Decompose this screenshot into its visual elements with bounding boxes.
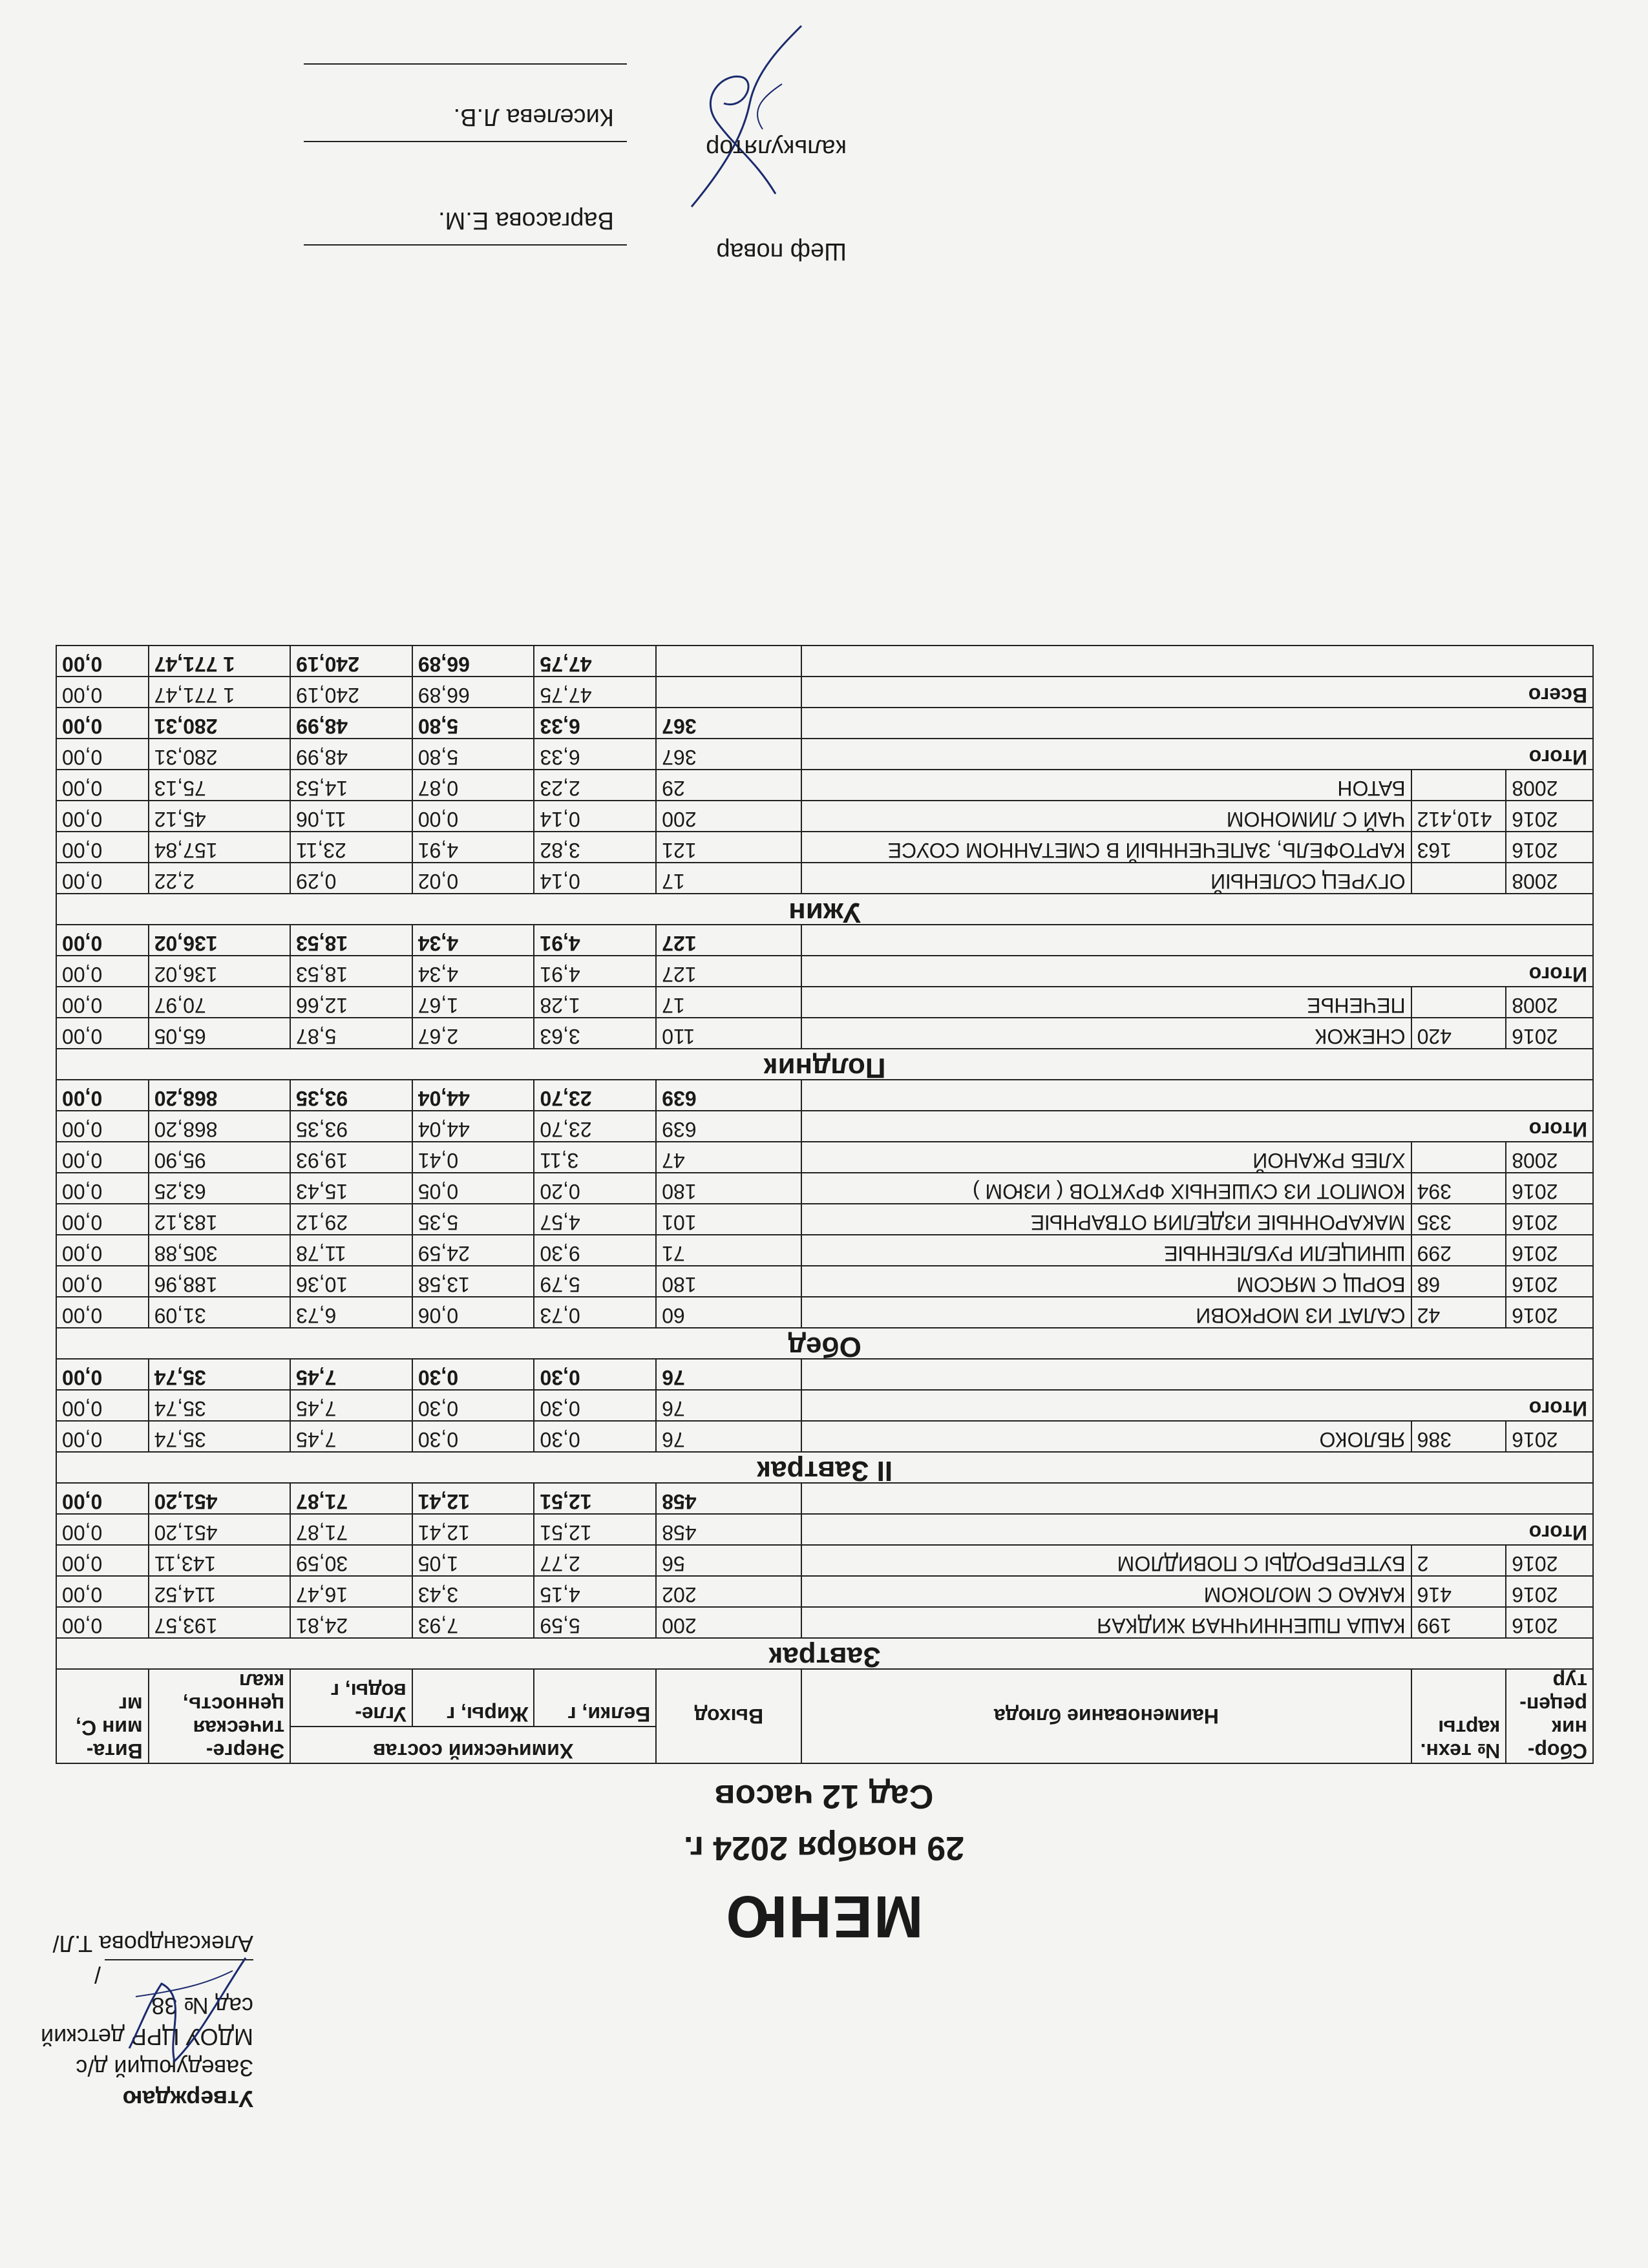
calc-role: калькулятор — [706, 134, 847, 162]
meal-title: Обед — [56, 1328, 1593, 1359]
dish-card: 299 — [1411, 1235, 1506, 1266]
itogo-label: Итого — [801, 956, 1593, 987]
itogo-protein: 4,91 — [534, 956, 657, 987]
dish-card: 68 — [1411, 1266, 1506, 1297]
itogo-output: 639 — [656, 1111, 801, 1142]
dish-row — [56, 1173, 1593, 1204]
itogo-vit: 0,00 — [56, 1514, 149, 1545]
dish-carbs: 16,47 — [290, 1576, 412, 1607]
director-signature — [116, 1945, 259, 2074]
itogo-bold-energy: 35,74 — [149, 1359, 290, 1390]
dish-protein: 0,14 — [534, 863, 657, 894]
dish-source: 2016 — [1506, 1018, 1593, 1049]
dish-carbs: 23,11 — [290, 832, 412, 863]
dish-source: 2016 — [1506, 1297, 1593, 1328]
itogo-bold-row — [56, 1359, 1593, 1390]
dish-fat: 1,05 — [412, 1545, 534, 1576]
dish-card: 386 — [1411, 1421, 1506, 1452]
itogo-row — [56, 956, 1593, 987]
itogo-energy: 35,74 — [149, 1390, 290, 1421]
dish-vit: 0,00 — [56, 863, 149, 894]
itogo-output: 458 — [656, 1514, 801, 1545]
calc-signature-row — [200, 103, 847, 187]
meal-section-row — [56, 1049, 1593, 1080]
dish-protein: 2,23 — [534, 770, 657, 801]
dish-vit: 0,00 — [56, 987, 149, 1018]
itogo-label: Итого — [801, 1390, 1593, 1421]
col-chem: Химический состав — [290, 1727, 656, 1763]
itogo-fat: 4,34 — [412, 956, 534, 987]
itogo-bold-carbs: 18,53 — [290, 925, 412, 956]
calc-name: Киселева Л.В. — [453, 103, 614, 131]
calc-signature-line — [304, 141, 627, 142]
grand-total-output — [656, 677, 801, 708]
dish-carbs: 10,36 — [290, 1266, 412, 1297]
dish-row — [56, 1576, 1593, 1607]
dish-output: 202 — [656, 1576, 801, 1607]
dish-card: 394 — [1411, 1173, 1506, 1204]
grand-total-label: Всего — [801, 677, 1593, 708]
dish-output: 29 — [656, 770, 801, 801]
dish-card: 416 — [1411, 1576, 1506, 1607]
dish-energy: 31,09 — [149, 1297, 290, 1328]
itogo-bold-protein: 0,30 — [534, 1359, 657, 1390]
itogo-label: Итого — [801, 1514, 1593, 1545]
dish-row — [56, 801, 1593, 832]
dish-vit: 0,00 — [56, 832, 149, 863]
itogo-fat: 0,30 — [412, 1390, 534, 1421]
itogo-bold-output: 639 — [656, 1080, 801, 1111]
dish-name: ЧАЙ С ЛИМОНОМ — [801, 801, 1411, 832]
itogo-bold-fat: 44,04 — [412, 1080, 534, 1111]
dish-energy: 157,84 — [149, 832, 290, 863]
dish-carbs: 30,59 — [290, 1545, 412, 1576]
dish-output: 71 — [656, 1235, 801, 1266]
dish-card: 2 — [1411, 1545, 1506, 1576]
itogo-fat: 5,80 — [412, 739, 534, 770]
dish-name: БАТОН — [801, 770, 1411, 801]
itogo-bold-vit: 0,00 — [56, 1359, 149, 1390]
chef-role: Шеф повар — [716, 238, 847, 265]
dish-output: 110 — [656, 1018, 801, 1049]
blank-signature-row — [200, 32, 847, 110]
itogo-energy: 136,02 — [149, 956, 290, 987]
dish-source: 2016 — [1506, 832, 1593, 863]
itogo-bold-output: 127 — [656, 925, 801, 956]
dish-vit: 0,00 — [56, 1173, 149, 1204]
approval-title: Утверждаю — [122, 2086, 253, 2112]
dish-carbs: 11,06 — [290, 801, 412, 832]
itogo-bold-energy: 280,31 — [149, 708, 290, 739]
dish-card — [1411, 863, 1506, 894]
dish-protein: 0,30 — [534, 1421, 657, 1452]
dish-card: 335 — [1411, 1204, 1506, 1235]
dish-name: ПЕЧЕНЬЕ — [801, 987, 1411, 1018]
col-output: Выход — [656, 1669, 801, 1763]
dish-row — [56, 770, 1593, 801]
itogo-output: 127 — [656, 956, 801, 987]
dish-vit: 0,00 — [56, 1235, 149, 1266]
dish-vit: 0,00 — [56, 801, 149, 832]
itogo-row — [56, 739, 1593, 770]
chef-signature-line — [304, 244, 627, 246]
dish-carbs: 7,45 — [290, 1421, 412, 1452]
itogo-bold-row — [56, 1483, 1593, 1514]
meal-title: II Завтрак — [56, 1452, 1593, 1483]
dish-row — [56, 832, 1593, 863]
itogo-bold-energy: 451,20 — [149, 1483, 290, 1514]
itogo-fat: 44,04 — [412, 1111, 534, 1142]
itogo-bold-fat: 0,30 — [412, 1359, 534, 1390]
itogo-bold-protein: 4,91 — [534, 925, 657, 956]
itogo-bold-vit: 0,00 — [56, 925, 149, 956]
dish-name: СНЕЖОК — [801, 1018, 1411, 1049]
dish-fat: 0,06 — [412, 1297, 534, 1328]
dish-card: 420 — [1411, 1018, 1506, 1049]
col-vitamin: Вита-мин С, мг — [56, 1669, 149, 1763]
grand-total-bold-carbs: 240,19 — [290, 646, 412, 677]
dish-card — [1411, 987, 1506, 1018]
dish-energy: 2,22 — [149, 863, 290, 894]
itogo-row — [56, 1111, 1593, 1142]
dish-protein: 0,20 — [534, 1173, 657, 1204]
dish-carbs: 6,73 — [290, 1297, 412, 1328]
document-title: МЕНЮ — [724, 1884, 924, 1949]
dish-protein: 2,77 — [534, 1545, 657, 1576]
dish-row — [56, 863, 1593, 894]
dish-output: 180 — [656, 1266, 801, 1297]
dish-source: 2016 — [1506, 1173, 1593, 1204]
dish-fat: 24,59 — [412, 1235, 534, 1266]
dish-name: ХЛЕБ РЖАНОЙ — [801, 1142, 1411, 1173]
meal-title: Полдник — [56, 1049, 1593, 1080]
itogo-bold-protein: 6,33 — [534, 708, 657, 739]
blank-signature-line — [304, 63, 627, 65]
itogo-bold-carbs: 7,45 — [290, 1359, 412, 1390]
dish-protein: 0,73 — [534, 1297, 657, 1328]
dish-carbs: 19,93 — [290, 1142, 412, 1173]
dish-vit: 0,00 — [56, 1266, 149, 1297]
dish-protein: 5,59 — [534, 1607, 657, 1638]
itogo-bold-row — [56, 708, 1593, 739]
dish-source: 2016 — [1506, 1607, 1593, 1638]
itogo-vit: 0,00 — [56, 739, 149, 770]
dish-row — [56, 1545, 1593, 1576]
grand-total-bold-output — [656, 646, 801, 677]
approval-line2: МДОУ ЦРР детский сад № 38 — [41, 1993, 253, 2050]
itogo-row — [56, 1514, 1593, 1545]
dish-row — [56, 987, 1593, 1018]
approval-line1: Заведующий д/с — [76, 2055, 253, 2081]
grand-total-fat: 66,89 — [412, 677, 534, 708]
grand-total-spacer — [801, 646, 1593, 677]
dish-card — [1411, 770, 1506, 801]
itogo-carbs: 93,35 — [290, 1111, 412, 1142]
dish-fat: 3,43 — [412, 1576, 534, 1607]
itogo-bold-output: 76 — [656, 1359, 801, 1390]
dish-fat: 0,30 — [412, 1421, 534, 1452]
dish-card: 42 — [1411, 1297, 1506, 1328]
dish-name: БУТЕРБРОДЫ С ПОВИДЛОМ — [801, 1545, 1411, 1576]
dish-vit: 0,00 — [56, 1607, 149, 1638]
grand-total-bold-protein: 47,75 — [534, 646, 657, 677]
dish-protein: 4,57 — [534, 1204, 657, 1235]
dish-protein: 4,15 — [534, 1576, 657, 1607]
dish-energy: 188,96 — [149, 1266, 290, 1297]
dish-vit: 0,00 — [56, 770, 149, 801]
itogo-carbs: 71,87 — [290, 1514, 412, 1545]
dish-output: 17 — [656, 863, 801, 894]
itogo-bold-energy: 136,02 — [149, 925, 290, 956]
itogo-label: Итого — [801, 1111, 1593, 1142]
col-techcard: № техн. карты — [1411, 1669, 1506, 1763]
dish-carbs: 24,81 — [290, 1607, 412, 1638]
dish-name: КАКАО С МОЛОКОМ — [801, 1576, 1411, 1607]
dish-protein: 3,82 — [534, 832, 657, 863]
itogo-bold-row — [56, 925, 1593, 956]
dish-carbs: 12,66 — [290, 987, 412, 1018]
dish-energy: 75,13 — [149, 770, 290, 801]
dish-card: 199 — [1411, 1607, 1506, 1638]
dish-source: 2008 — [1506, 987, 1593, 1018]
menu-table — [56, 645, 1594, 1764]
dish-vit: 0,00 — [56, 1297, 149, 1328]
itogo-bold-output: 458 — [656, 1483, 801, 1514]
dish-source: 2016 — [1506, 1545, 1593, 1576]
dish-card: 163 — [1411, 832, 1506, 863]
dish-source: 2008 — [1506, 1142, 1593, 1173]
dish-fat: 0,00 — [412, 801, 534, 832]
dish-fat: 0,87 — [412, 770, 534, 801]
itogo-carbs: 18,53 — [290, 956, 412, 987]
col-source: Сбор-ник рецеп-тур — [1506, 1669, 1593, 1763]
dish-card — [1411, 1142, 1506, 1173]
itogo-bold-fat: 12,41 — [412, 1483, 534, 1514]
dish-name: КОМПОТ ИЗ СУШЕНЫХ ФРУКТОВ ( ИЗЮМ ) — [801, 1173, 1411, 1204]
meal-title: Завтрак — [56, 1638, 1593, 1669]
dish-output: 200 — [656, 801, 801, 832]
dish-energy: 65,05 — [149, 1018, 290, 1049]
dish-fat: 0,05 — [412, 1173, 534, 1204]
grand-total-energy: 1 771,47 — [149, 677, 290, 708]
document-subtitle: Сад 12 часов — [714, 1778, 934, 1815]
dish-carbs: 29,12 — [290, 1204, 412, 1235]
dish-fat: 4,91 — [412, 832, 534, 863]
dish-output: 121 — [656, 832, 801, 863]
itogo-vit: 0,00 — [56, 1390, 149, 1421]
dish-fat: 0,02 — [412, 863, 534, 894]
dish-output: 180 — [656, 1173, 801, 1204]
dish-carbs: 5,87 — [290, 1018, 412, 1049]
grand-total-row — [56, 677, 1593, 708]
dish-fat: 13,58 — [412, 1266, 534, 1297]
dish-name: ШНИЦЕЛИ РУБЛЕННЫЕ — [801, 1235, 1411, 1266]
dish-source: 2016 — [1506, 1576, 1593, 1607]
dish-row — [56, 1421, 1593, 1452]
dish-name: БОРЩ С МЯСОМ — [801, 1266, 1411, 1297]
dish-energy: 63,25 — [149, 1173, 290, 1204]
dish-name: ЯБЛОКО — [801, 1421, 1411, 1452]
itogo-bold-spacer — [801, 708, 1593, 739]
dish-fat: 2,67 — [412, 1018, 534, 1049]
itogo-bold-row — [56, 1080, 1593, 1111]
dish-carbs: 15,43 — [290, 1173, 412, 1204]
itogo-carbs: 7,45 — [290, 1390, 412, 1421]
itogo-bold-output: 367 — [656, 708, 801, 739]
dish-carbs: 0,29 — [290, 863, 412, 894]
itogo-protein: 6,33 — [534, 739, 657, 770]
dish-row — [56, 1235, 1593, 1266]
dish-energy: 183,12 — [149, 1204, 290, 1235]
dish-carbs: 11,78 — [290, 1235, 412, 1266]
col-protein: Белки, г — [534, 1669, 657, 1727]
dish-output: 60 — [656, 1297, 801, 1328]
dish-source: 2016 — [1506, 1204, 1593, 1235]
document-date: 29 ноября 2024 г. — [683, 1829, 965, 1867]
dish-protein: 3,11 — [534, 1142, 657, 1173]
dish-row — [56, 1204, 1593, 1235]
dish-row — [56, 1607, 1593, 1638]
itogo-bold-spacer — [801, 1080, 1593, 1111]
dish-source: 2016 — [1506, 1235, 1593, 1266]
itogo-bold-carbs: 93,35 — [290, 1080, 412, 1111]
dish-name: МАКАРОННЫЕ ИЗДЕЛИЯ ОТВАРНЫЕ — [801, 1204, 1411, 1235]
col-name: Наименование блюда — [801, 1669, 1411, 1763]
grand-total-bold-fat: 66,89 — [412, 646, 534, 677]
dish-name: КАША ПШЕННИЧНАЯ ЖИДКАЯ — [801, 1607, 1411, 1638]
dish-energy: 35,74 — [149, 1421, 290, 1452]
itogo-vit: 0,00 — [56, 956, 149, 987]
itogo-bold-vit: 0,00 — [56, 1080, 149, 1111]
dish-fat: 1,67 — [412, 987, 534, 1018]
meal-section-row — [56, 1638, 1593, 1669]
itogo-carbs: 48,99 — [290, 739, 412, 770]
dish-vit: 0,00 — [56, 1204, 149, 1235]
dish-name: ОГУРЕЦ СОЛЕНЫЙ — [801, 863, 1411, 894]
dish-protein: 9,30 — [534, 1235, 657, 1266]
approval-name: /Александрова Т.Л/ — [52, 1931, 253, 1988]
grand-total-vit: 0,00 — [56, 677, 149, 708]
itogo-energy: 868,20 — [149, 1111, 290, 1142]
dish-name: САЛАТ ИЗ МОРКОВИ — [801, 1297, 1411, 1328]
itogo-bold-fat: 4,34 — [412, 925, 534, 956]
dish-energy: 305,88 — [149, 1235, 290, 1266]
dish-energy: 114,52 — [149, 1576, 290, 1607]
itogo-bold-carbs: 48,99 — [290, 708, 412, 739]
dish-vit: 0,00 — [56, 1545, 149, 1576]
dish-output: 47 — [656, 1142, 801, 1173]
itogo-bold-vit: 0,00 — [56, 1483, 149, 1514]
dish-source: 2016 — [1506, 1421, 1593, 1452]
dish-fat: 7,93 — [412, 1607, 534, 1638]
dish-protein: 0,14 — [534, 801, 657, 832]
itogo-bold-energy: 868,20 — [149, 1080, 290, 1111]
dish-output: 56 — [656, 1545, 801, 1576]
dish-output: 200 — [656, 1607, 801, 1638]
signatures-block — [200, 32, 847, 291]
dish-protein: 1,28 — [534, 987, 657, 1018]
meal-section-row — [56, 1452, 1593, 1483]
itogo-output: 76 — [656, 1390, 801, 1421]
itogo-protein: 23,70 — [534, 1111, 657, 1142]
dish-fat: 5,35 — [412, 1204, 534, 1235]
dish-vit: 0,00 — [56, 1576, 149, 1607]
dish-vit: 0,00 — [56, 1421, 149, 1452]
grand-total-protein: 47,75 — [534, 677, 657, 708]
dish-energy: 45,12 — [149, 801, 290, 832]
dish-vit: 0,00 — [56, 1142, 149, 1173]
itogo-output: 367 — [656, 739, 801, 770]
dish-energy: 143,11 — [149, 1545, 290, 1576]
dish-energy: 95,90 — [149, 1142, 290, 1173]
itogo-protein: 12,51 — [534, 1514, 657, 1545]
dish-row — [56, 1266, 1593, 1297]
dish-vit: 0,00 — [56, 1018, 149, 1049]
grand-total-bold-vit: 0,00 — [56, 646, 149, 677]
dish-row — [56, 1297, 1593, 1328]
col-fat: Жиры, г — [412, 1669, 534, 1727]
meal-section-row — [56, 1328, 1593, 1359]
itogo-bold-spacer — [801, 1359, 1593, 1390]
col-carbs: Угле-воды, г — [290, 1669, 412, 1727]
dish-row — [56, 1018, 1593, 1049]
dish-source: 2016 — [1506, 1266, 1593, 1297]
dish-source: 2016 — [1506, 801, 1593, 832]
grand-total-bold-energy: 1 771,47 — [149, 646, 290, 677]
grand-total-bold-row — [56, 646, 1593, 677]
dish-row — [56, 1142, 1593, 1173]
itogo-bold-carbs: 71,87 — [290, 1483, 412, 1514]
dish-protein: 5,79 — [534, 1266, 657, 1297]
meal-title: Ужин — [56, 894, 1593, 925]
dish-fat: 0,41 — [412, 1142, 534, 1173]
itogo-vit: 0,00 — [56, 1111, 149, 1142]
itogo-energy: 451,20 — [149, 1514, 290, 1545]
dish-name: КАРТОФЕЛЬ, ЗАПЕЧЕННЫЙ В СМЕТАННОМ СОУСЕ — [801, 832, 1411, 863]
dish-card: 410,412 — [1411, 801, 1506, 832]
menu-body — [56, 646, 1593, 1673]
itogo-fat: 12,41 — [412, 1514, 534, 1545]
dish-output: 76 — [656, 1421, 801, 1452]
dish-source: 2008 — [1506, 863, 1593, 894]
chef-name: Варгасова Е.М. — [438, 207, 614, 234]
itogo-energy: 280,31 — [149, 739, 290, 770]
itogo-bold-protein: 23,70 — [534, 1080, 657, 1111]
dish-source: 2008 — [1506, 770, 1593, 801]
itogo-row — [56, 1390, 1593, 1421]
dish-protein: 3,63 — [534, 1018, 657, 1049]
dish-output: 17 — [656, 987, 801, 1018]
dish-energy: 193,57 — [149, 1607, 290, 1638]
dish-carbs: 14,53 — [290, 770, 412, 801]
col-energy: Энерге-тическая ценность, ккал — [149, 1669, 290, 1763]
itogo-bold-protein: 12,51 — [534, 1483, 657, 1514]
meal-section-row — [56, 894, 1593, 925]
grand-total-carbs: 240,19 — [290, 677, 412, 708]
chef-signature-row — [200, 207, 847, 291]
itogo-bold-spacer — [801, 1483, 1593, 1514]
dish-energy: 70,97 — [149, 987, 290, 1018]
dish-output: 101 — [656, 1204, 801, 1235]
itogo-protein: 0,30 — [534, 1390, 657, 1421]
itogo-bold-spacer — [801, 925, 1593, 956]
itogo-bold-vit: 0,00 — [56, 708, 149, 739]
itogo-label: Итого — [801, 739, 1593, 770]
itogo-bold-fat: 5,80 — [412, 708, 534, 739]
